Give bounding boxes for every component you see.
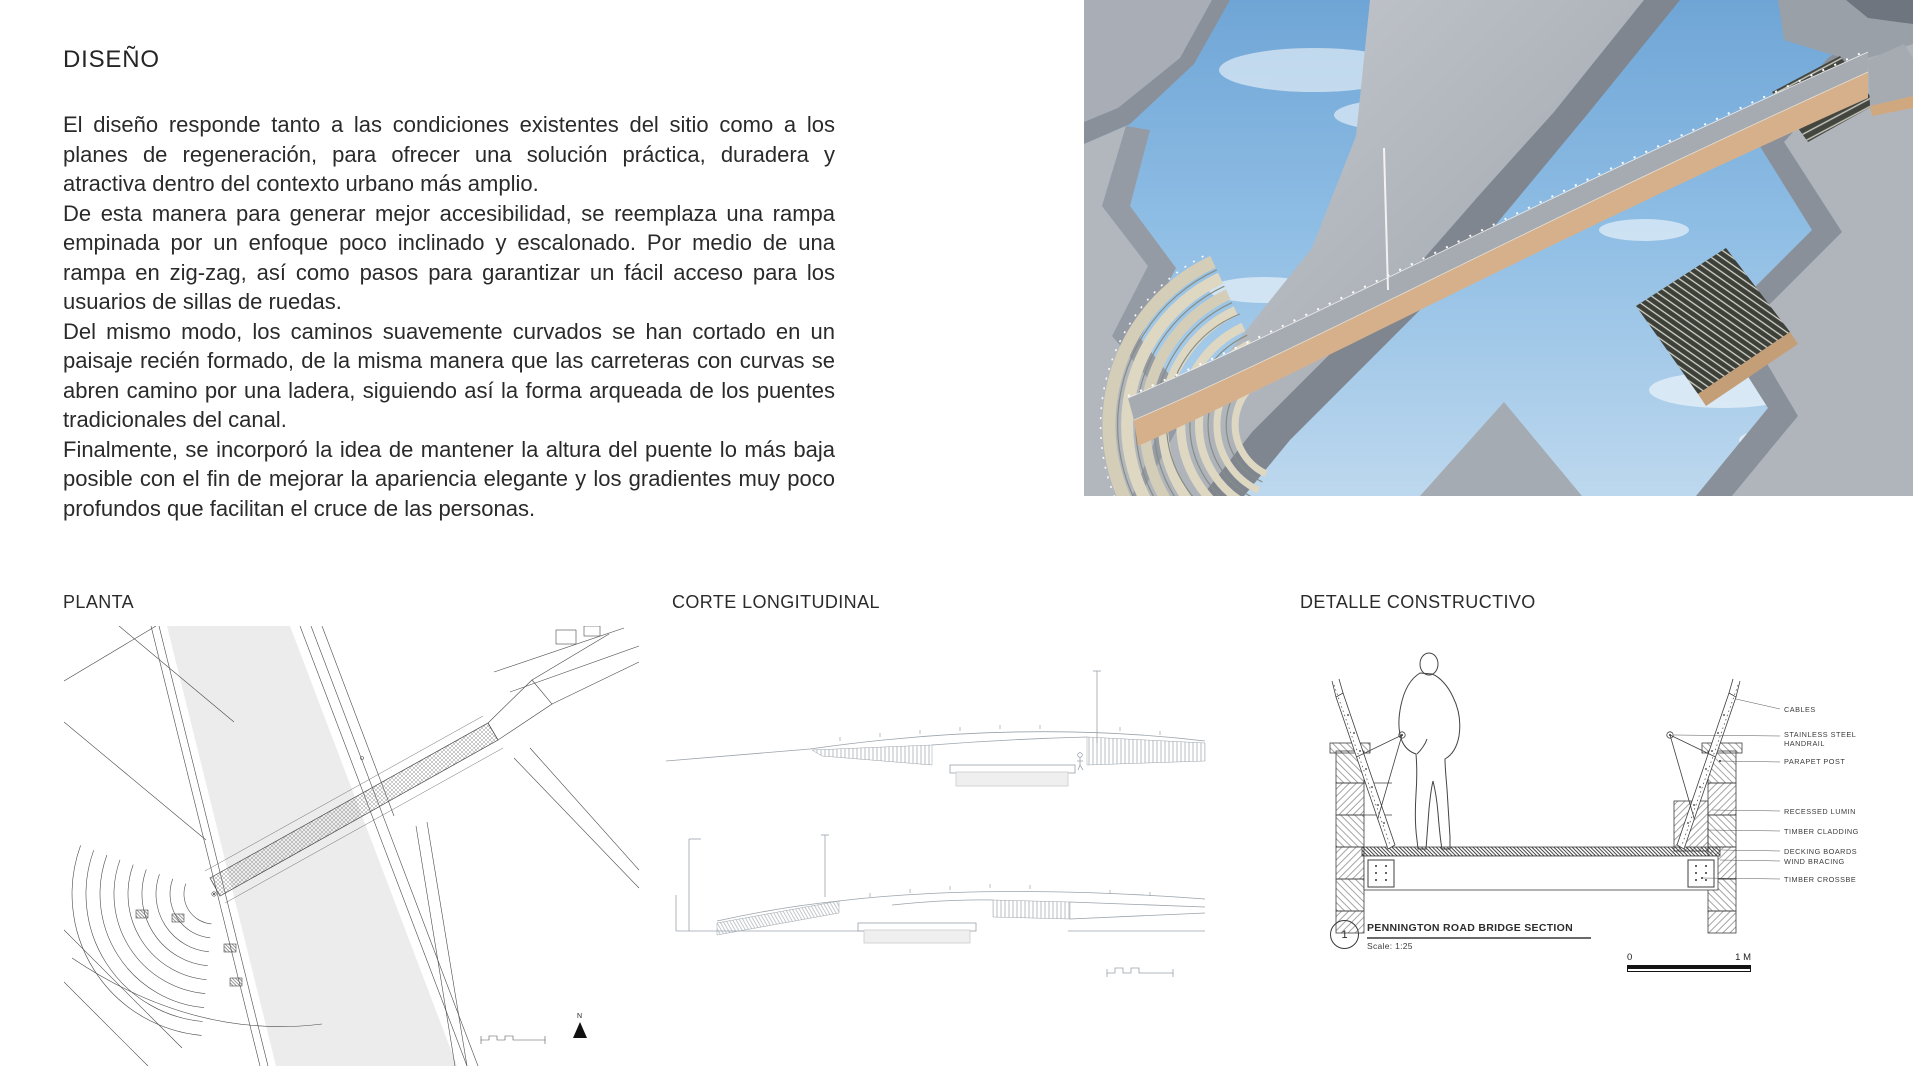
drawing-title: PENNINGTON ROAD BRIDGE SECTION — [1367, 922, 1591, 939]
paragraph: De esta manera para generar mejor accesibilidad, se reemplaza una rampa empinada por un enfoque poco inclinado y escalonado. Por medio de una rampa en zig-zag, así como pasos para garantizar un fácil acceso para los usuarios de sillas de ruedas. — [63, 200, 835, 314]
detail-section-title: DETALLE CONSTRUCTIVO — [1300, 592, 1536, 612]
callout-labels — [1784, 705, 1859, 884]
north-label: N — [577, 1013, 583, 1020]
steps-fan-plan — [72, 845, 242, 1035]
scale-bar-start-label: 0 — [1627, 952, 1633, 963]
callout-label: CABLES — [1784, 705, 1816, 714]
callout-label: STAINLESS STEEL — [1784, 730, 1857, 739]
scale-bar-rule — [1627, 965, 1751, 972]
callout-label: TIMBER CROSSBE — [1784, 875, 1857, 884]
bridge-render-illustration — [1084, 0, 1913, 496]
lower-elevation — [676, 835, 1205, 943]
longitudinal-section-title: CORTE LONGITUDINAL — [672, 592, 880, 612]
paragraph: El diseño responde tanto a las condiciones existentes del sitio como a los planes de regeneración, para ofrecer una solución práctica, duradera y atractiva dentro del contexto urbano más amplio. — [63, 112, 835, 196]
drawing-title-block — [1330, 920, 1591, 951]
paragraph: Del mismo modo, los caminos suavemente curvados se han cortado en un paisaje recién formado, de la misma manera que las carreteras con curvas se abren camino por una ladera, siguiendo así la forma arqueada de los puentes tradicionales del canal. — [63, 318, 835, 432]
scale-bar — [1627, 952, 1751, 972]
scale-steps-icon — [481, 1036, 545, 1044]
scale-steps-icon — [1107, 968, 1173, 977]
person-small — [1077, 753, 1083, 770]
callout-label: WIND BRACING — [1784, 857, 1845, 866]
drawing-number-badge: 1 — [1330, 920, 1359, 949]
left-pier — [1330, 743, 1392, 933]
longitudinal-section-drawing — [660, 655, 1210, 985]
upper-elevation — [666, 671, 1205, 786]
render-image — [1084, 0, 1913, 496]
callout-label: DECKING BOARDS — [1784, 847, 1858, 856]
plan-section-title: PLANTA — [63, 592, 135, 612]
callout-label: HANDRAIL — [1784, 739, 1825, 748]
callout-label: PARAPET POST — [1784, 757, 1846, 766]
person-figure — [1399, 653, 1460, 849]
paragraph: Finalmente, se incorporó la idea de mantener la altura del puente lo más baja posible con el fin de mejorar la apariencia elegante y los gradientes muy poco profundos que facilitan el cruce de las personas. — [63, 436, 835, 521]
page-title: DISEÑO — [63, 46, 160, 73]
scale-bar-end-label: 1 M — [1735, 952, 1751, 963]
callout-label: RECESSED LUMIN — [1784, 807, 1856, 816]
drawing-title-texts — [1367, 922, 1591, 951]
drawing-scale-note: Scale: 1:25 — [1367, 941, 1413, 951]
plan-drawing — [64, 626, 644, 1066]
design-text-column — [63, 46, 835, 523]
canal-water — [167, 626, 457, 1066]
north-arrow-icon — [573, 1013, 587, 1038]
callout-label: TIMBER CLADDING — [1784, 827, 1859, 836]
deck-section — [1362, 847, 1720, 890]
